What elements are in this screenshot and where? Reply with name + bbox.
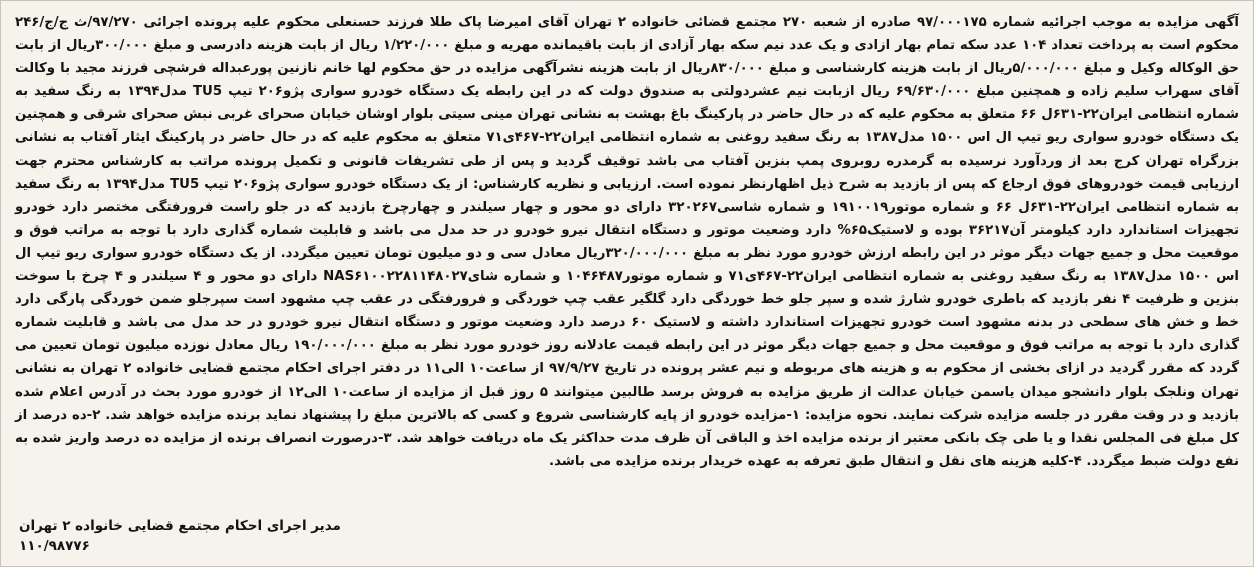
notice-body: آگهی مزایده به موجب اجرائیه شماره ۹۷/۰۰۰۱۷۵ صادره از شعبه ۲۷۰ مجتمع قضائی خانواده ۲ تهران آقای امیرضا پاک طلا فرزند حسنعلی محکوم علیه پرونده اجرائی ۹۷/۲۷۰/ث ج/ج/۲۴۶ محکوم است به پرداخت تعداد ۱۰۴ عدد سکه تمام بهار ازادی و یک عدد نیم سکه بهار آزادی از بابت باقیمانده مهریه و مبلغ ۱/۲۲۰/۰۰۰ ریال از بابت هزینه دادرسی و مبلغ ۳۰۰/۰۰۰ریال از بابت حق الوکاله وکیل و مبلغ ۵/۰۰۰/۰۰۰ریال از بابت هزینه کارشناسی و مبلغ ۸۳۰/۰۰۰ریال از بابت هزینه نشرآگهی مزایده در حق محکوم لها خانم نازنین پورعبداله فرشچی فرزند مجید با وکالت آقای سهراب سلیم زاده و همچنین مبلغ ۶۹/۶۳۰/۰۰۰ ریال ازبابت نیم عشردولتی به صندوق دولت که در این رابطه یک دستگاه خودرو سواری پژو۲۰۶ تیپ TU5 مدل۱۳۹۴ به رنگ سفید به شماره انتظامی ایران۲۲-۶۳۱ل ۶۶ متعلق به محکوم علیه که در حال حاضر در پارکینگ باغ بهشت به نشانی تهران مینی سیتی بلوار اوشان خیابان صحرای غربی نبش صحرای شرقی و همچنین یک دستگاه خودرو سواری ریو تیپ ال اس ۱۵۰۰ مدل۱۳۸۷ به رنگ سفید روغنی به شماره انتظامی ایران۲۲-۴۶۷ی۷۱ متعلق به محکوم علیه که در حال حاضر در پارکینگ ایثار آفتاب به نشانی بزرگراه تهران کرج بعد از وردآورد نرسیده به گرمدره روبروی پمپ بنزین آفتاب می باشد توقیف گردید و پس از طی تشریفات قانونی و تکمیل پرونده مراتب به کارشناس محترم جهت ارزیابی قیمت خودروهای فوق ارجاع که پس از بازدید به شرح ذیل اظهارنظر نموده است. ارزیابی و نظریه کارشناس: از یک دستگاه خودرو سواری پژو۲۰۶ تیپ TU5 مدل۱۳۹۴ به رنگ سفید به شماره انتظامی ایران۲۲-۶۳۱ل ۶۶ و شماره موتور۱۹۱۰۰۱۹ و شماره شاسی۳۲۰۲۶۷ دارای دو محور و چهار سیلندر و چهارچرخ بازدید که در جلو راست فرورفتگی مختصر دارد خودرو تجهیزات استاندارد دارد کیلومتر آن۳۶۲۱۷ بوده و لاستیک۶۵% دارد وضعیت موتور و دستگاه انتقال نیرو خودرو در حد مدل می باشد و قابلیت شماره گذاری دارد با توجه به مراتب فوق و موقعیت محل و جمیع جهات دیگر موثر در این رابطه ارزش خودرو مورد نظر به مبلغ ۳۲۰/۰۰۰/۰۰۰ریال معادل سی و دو میلیون تومان تعیین میگردد. از یک دستگاه خودرو سواری ریو تیپ ال اس ۱۵۰۰ مدل۱۳۸۷ به رنگ سفید روغنی به شماره انتظامی ایران۲۲-۴۶۷ی۷۱ و شماره موتور۱۰۴۶۴۸۷ و شماره شایNAS۶۱۰۰۲۲۸۱۱۴۸۰۲۷ دارای دو محور و ۴ سیلندر و ۴ چرخ با سوخت بنزین و ظرفیت ۴ نفر بازدید که باطری خودرو شارژ شده و سپر جلو خط خوردگی دارد گلگیر عقب چپ خوردگی و فرورفتگی در عقب چپ مشهود است سپرجلو ضمن خوردگی پارگی دارد خط و خش های سطحی در بدنه مشهود است خودرو تجهیزات استاندارد داشته و لاستیک ۶۰ درصد دارد وضعیت موتور و دستگاه انتقال نیرو خودرو در حد مدل می باشد و قابلیت شماره گذاری دارد با توجه به مراتب فوق و موقعیت محل و جمیع جهات دیگر موثر در این رابطه قیمت عادلانه روز خودرو مورد نظر به مبلغ ۱۹۰/۰۰۰/۰۰۰ ریال معادل نوزده میلیون تومان تعیین می گردد که مقرر گردید در ازای بخشی از محکوم به و هزینه های مربوطه و نیم عشر پرونده در تاریخ ۹۷/۹/۲۷ از ساعت۱۰ الی۱۱ در دفتر اجرای احکام مجتمع قضایی خانواده ۲ تهران به نشانی تهران ونلجک بلوار دانشجو میدان یاسمن خیابان عدالت از طریق مزایده به فروش برسد طالبین میتوانند ۵ روز قبل از مزایده از ساعت۱۰ الی۱۲ از خودرو مورد بحث در آدرس اعلام شده بازدید و در وقت مقرر در جلسه مزایده شرکت نمایند. نحوه مزایده: ۱-مزایده خودرو از پایه کارشناسی شروع و کسی که بالاترین مبلغ را پیشنهاد نماید برنده مزایده خواهد شد. ۲-ده درصد از کل مبلغ فی المجلس نقدا و یا طی چک بانکی معتبر از برنده مزایده اخذ و الباقی آن ظرف مدت حداکثر یک ماه دریافت خواهد شد. ۳-درصورت انصراف برنده از مزایده ده درصد واریز شده به نفع دولت ضبط میگردد. ۴-کلیه هزینه های نقل و انتقال طبق تعرفه به عهده خریدار برنده مزایده می باشد. bbox=[15, 15, 1240, 469]
reference-number: ۱۱۰/۹۸۷۷۶ bbox=[19, 538, 90, 554]
notice-footer bbox=[15, 518, 1239, 558]
signature-line: مدیر اجرای احکام مجتمع قضایی خانواده ۲ تهران bbox=[19, 518, 341, 534]
auction-notice bbox=[15, 11, 1239, 558]
